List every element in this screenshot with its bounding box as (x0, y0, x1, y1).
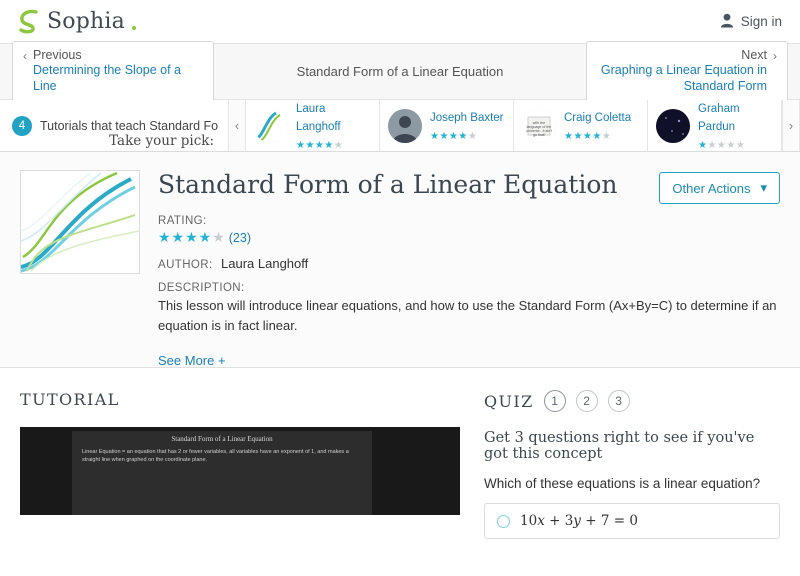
opt-mid: + 3 (544, 513, 574, 529)
quiz-question: Which of these equations is a linear equation? (484, 476, 761, 491)
chevron-down-icon: ▾ (760, 180, 767, 195)
other-actions-label: Other Actions (672, 180, 751, 196)
quiz-section-title: QUIZ (484, 391, 534, 411)
tutorials-carousel (0, 100, 800, 152)
quiz-step-3[interactable]: 3 (608, 390, 630, 412)
carousel-item[interactable] (246, 100, 380, 151)
top-bar (0, 0, 800, 44)
lesson-details (158, 170, 780, 368)
chevron-right-icon: › (773, 48, 777, 63)
previous-lesson-button[interactable] (12, 41, 214, 103)
quiz-option[interactable] (484, 503, 780, 539)
opt-var-1: x (537, 513, 545, 529)
tutorial-rating-stars: ★★★★★ (430, 130, 478, 142)
author-block (158, 255, 780, 273)
carousel-item[interactable] (514, 100, 648, 151)
tutorial-author-name: Craig Coletta (564, 111, 632, 124)
quiz-header (484, 390, 780, 412)
previous-title: Determining the Slope of a Line (33, 63, 182, 93)
tutorial-count-badge: 4 (12, 116, 32, 136)
rating-stars: ★★★★★ (158, 229, 226, 245)
rating-count[interactable]: (23) (228, 230, 251, 245)
next-label: Next (741, 47, 767, 62)
next-lesson-button[interactable] (586, 41, 788, 103)
carousel-label-block (0, 100, 228, 151)
tutorial-rating-stars: ★★★★★ (296, 139, 344, 151)
tutorial-thumbnail (522, 109, 556, 143)
take-your-pick-label: Take your pick: (109, 133, 214, 149)
brand-dot (132, 26, 136, 30)
content-columns (0, 368, 800, 539)
description-block (158, 282, 780, 335)
carousel-items (246, 100, 782, 151)
sign-in-label: Sign in (740, 14, 782, 29)
tutorial-section-title: TUTORIAL (20, 390, 120, 409)
svg-text:universe...it ain't: universe...it ain't (526, 128, 552, 133)
radio-icon[interactable] (497, 515, 510, 528)
page-title: Standard Form of a Linear Equation (158, 170, 618, 199)
quiz-step-1[interactable]: 1 (544, 390, 566, 412)
previous-label: Previous (33, 47, 82, 62)
tutorial-thumbnail (388, 109, 422, 143)
svg-text:with the: with the (532, 120, 546, 125)
tutorial-thumbnail (656, 109, 690, 143)
nav-current-title: Standard Form of a Linear Equation (296, 64, 504, 79)
tutorial-author-name: Graham Pardun (698, 102, 740, 133)
quiz-column (484, 390, 780, 539)
author-value: Laura Langhoff (221, 256, 309, 271)
lesson-header (0, 152, 800, 368)
tutorial-rating-stars: ★★★★★ (564, 130, 612, 142)
brand-name: Sophia (47, 9, 125, 34)
person-icon (720, 13, 734, 31)
description-label: DESCRIPTION: (158, 282, 245, 294)
author-label: AUTHOR: (158, 259, 213, 271)
tutorial-author-name: Laura Langhoff (296, 102, 341, 133)
tutorial-author-name: Joseph Baxter (430, 111, 504, 124)
svg-text:go that!: go that! (533, 132, 545, 137)
rating-label: RATING: (158, 215, 207, 227)
carousel-item[interactable] (648, 100, 782, 151)
brand-logo[interactable] (18, 9, 136, 35)
opt-prefix: 10 (520, 513, 538, 529)
next-title: Graphing a Linear Equation in Standard Form (600, 63, 767, 93)
lesson-thumbnail (20, 170, 140, 274)
quiz-option-text (520, 513, 638, 529)
tutorial-rating-stars: ★★★★★ (698, 139, 746, 151)
tutorial-thumbnail (254, 109, 288, 143)
video-slide-body: Linear Equation = an equation that has 2 or fewer variables, all variables have an exponent of 1, and makes a straight line when graphed on the coordinate plane. (82, 449, 349, 464)
video-slide (72, 431, 372, 515)
opt-suffix: + 7 = 0 (580, 513, 638, 529)
see-more-link[interactable]: See More + (158, 353, 226, 368)
tutorial-video-player[interactable] (20, 427, 460, 515)
quiz-step-2[interactable]: 2 (576, 390, 598, 412)
chevron-left-icon: ‹ (23, 48, 27, 63)
quiz-lead-text: Get 3 questions right to see if you've got this concept (484, 430, 755, 462)
svg-text:language of the: language of the (526, 124, 552, 129)
tutorial-column (20, 390, 460, 539)
opt-var-2: y (573, 513, 581, 529)
description-text: This lesson will introduce linear equations, and how to use the Standard Form (Ax+By=C) to determine if an equation is in fact linear. (158, 298, 777, 333)
video-slide-title: Standard Form of a Linear Equation (171, 435, 273, 443)
sophia-logo-icon (18, 9, 40, 35)
carousel-next-button[interactable]: › (782, 100, 800, 151)
carousel-item[interactable] (380, 100, 514, 151)
other-actions-button[interactable] (659, 172, 780, 204)
lesson-nav-strip (0, 44, 800, 100)
carousel-prev-button[interactable]: ‹ (228, 100, 246, 151)
carousel-label: Tutorials that teach Standard Fo (40, 118, 219, 133)
sign-in-button[interactable] (720, 13, 782, 31)
rating-block (158, 215, 780, 246)
